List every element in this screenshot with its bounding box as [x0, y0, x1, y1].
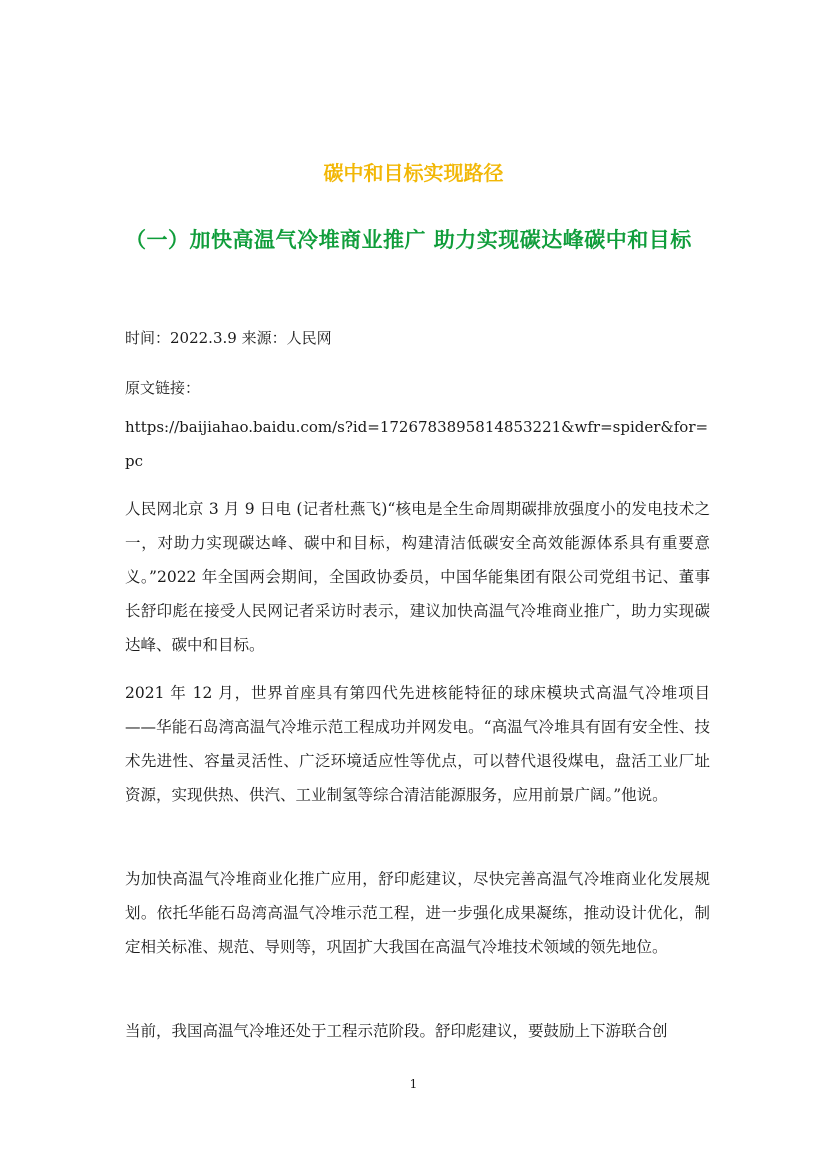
paragraph-2: 2021 年 12 月，世界首座具有第四代先进核能特征的球床模块式高温气冷堆项目——华能石岛湾高温气冷堆示范工程成功并网发电。“高温气冷堆具有固有安全性、技术先进性、容量灵活性、广泛环境适应性等优点，可以替代退役煤电，盘活工业厂址资源，实现供热、供汽、工业制氢等综合清洁能源服务，应用前景广阔。”他说。	[125, 684, 710, 804]
link-label: 原文链接：	[125, 379, 201, 397]
paragraph-1: 人民网北京 3 月 9 日电 (记者杜燕飞)“核电是全生命周期碳排放强度小的发电技术之一，对助力实现碳达峰、碳中和目标，构建清洁低碳安全高效能源体系具有重要意义。”2022 年全国两会期间，全国政协委员，中国华能集团有限公司党组书记、董事长舒印彪在接受人民网记者采访时表示，建议加快高温气冷堆商业推广，助力实现碳达峰、碳中和目标。	[125, 500, 710, 654]
section-heading: （一）加快高温气冷堆商业推广 助力实现碳达峰碳中和目标	[125, 228, 692, 252]
time-source-line: 时间：2022.3.9 来源：人民网	[125, 329, 332, 347]
page-number: 1	[409, 1077, 418, 1091]
paragraph-4: 当前，我国高温气冷堆还处于工程示范阶段。舒印彪建议，要鼓励上下游联合创	[125, 1022, 668, 1040]
source-link[interactable]: https://baijiahao.baidu.com/s?id=1726783895814853221&wfr=spider&for=pc	[125, 418, 709, 470]
document-title: 碳中和目标实现路径	[323, 161, 504, 185]
paragraph-3: 为加快高温气冷堆商业化推广应用，舒印彪建议，尽快完善高温气冷堆商业化发展规划。依托华能石岛湾高温气冷堆示范工程，进一步强化成果凝练，推动设计优化，制定相关标准、规范、导则等，巩固扩大我国在高温气冷堆技术领域的领先地位。	[125, 870, 710, 956]
